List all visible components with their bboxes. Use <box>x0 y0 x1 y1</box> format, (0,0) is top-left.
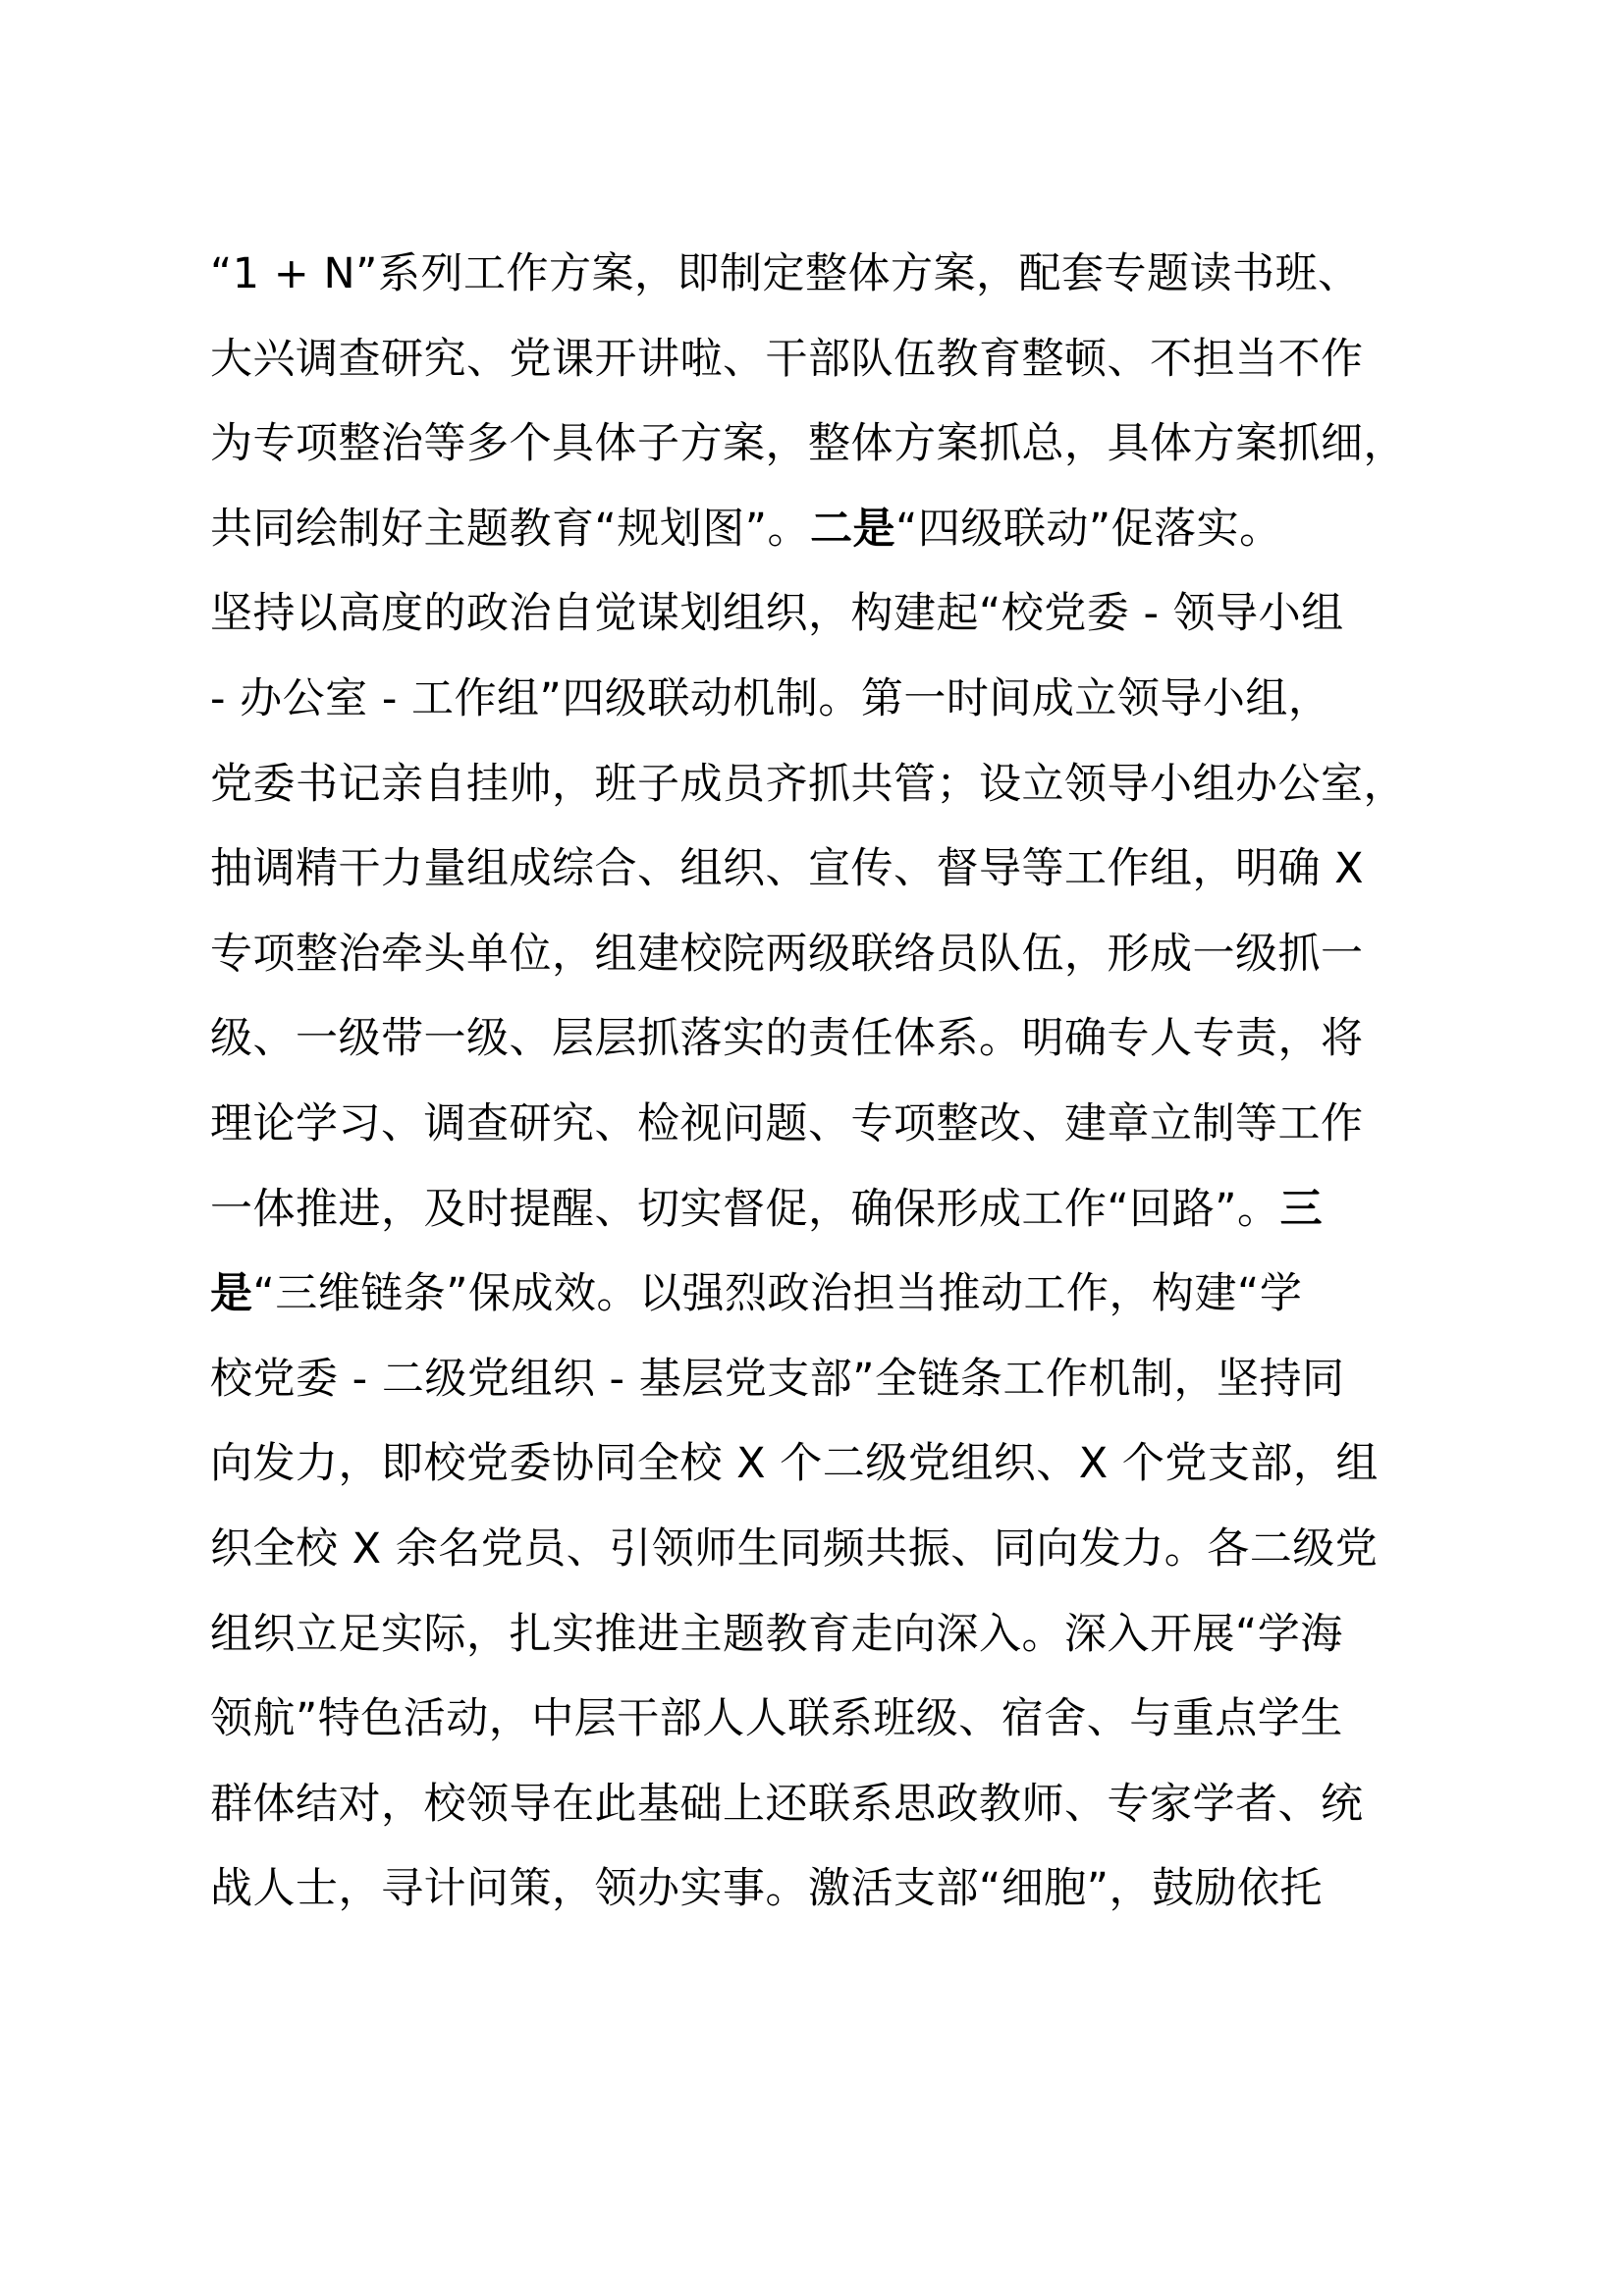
bold-keyword: 是 <box>210 1269 253 1319</box>
text-segment: 共同绘制好主题教育“规划图”。 <box>210 504 811 554</box>
text-line: 专项整治牵头单位，组建校院两级联络员队伍，形成一级抓一 <box>210 929 1364 979</box>
bold-keyword: 三 <box>1279 1184 1324 1234</box>
text-line: “1 + N”系列工作方案，即制定整体方案，配套专题读书班、 <box>210 249 1361 298</box>
text-line: 战人士，寻计问策，领办实事。激活支部“细胞”，鼓励依托 <box>210 1864 1324 1914</box>
text-line: 组织立足实际，扎实推进主题教育走向深入。深入开展“学海 <box>210 1609 1343 1659</box>
text-line <box>210 1252 1467 1337</box>
text-line: 抽调精干力量组成综合、组织、宣传、督导等工作组，明确 X <box>210 844 1365 894</box>
text-line: 群体结对，校领导在此基础上还联系思政教师、专家学者、统 <box>210 1779 1364 1829</box>
text-segment: 一体推进，及时提醒、切实督促，确保形成工作“回路”。 <box>210 1184 1280 1234</box>
text-segment: “三维链条”保成效。以强烈政治担当推动工作，构建“学 <box>252 1269 1303 1319</box>
text-line: 坚持以高度的政治自觉谋划组织，构建起“校党委 - 领导小组 <box>210 589 1344 639</box>
text-line: 级、一级带一级、层层抓落实的责任体系。明确专人专责，将 <box>210 1014 1364 1064</box>
body-text <box>210 232 1467 1932</box>
text-line <box>210 487 1467 572</box>
text-segment: “四级联动”促落实。 <box>895 504 1282 554</box>
text-line: 织全校 X 余名党员、引领师生同频共振、同向发力。各二级党 <box>210 1523 1379 1574</box>
text-line: 理论学习、调查研究、检视问题、专项整改、建章立制等工作 <box>210 1098 1364 1148</box>
text-line: 为专项整治等多个具体子方案，整体方案抓总，具体方案抓细， <box>210 419 1406 469</box>
text-line: 领航”特色活动，中层干部人人联系班级、宿舍、与重点学生 <box>210 1694 1343 1744</box>
text-line: - 办公室 - 工作组”四级联动机制。第一时间成立领导小组， <box>210 673 1331 723</box>
text-line <box>210 1167 1467 1253</box>
text-line: 校党委 - 二级党组织 - 基层党支部”全链条工作机制，坚持同 <box>210 1354 1345 1404</box>
text-line: 向发力，即校党委协同全校 X 个二级党组织、X 个党支部，组 <box>210 1439 1379 1489</box>
text-line: 党委书记亲自挂帅，班子成员齐抓共管；设立领导小组办公室， <box>210 759 1406 809</box>
text-line: 大兴调查研究、党课开讲啦、干部队伍教育整顿、不担当不作 <box>210 334 1364 384</box>
bold-keyword: 二是 <box>810 504 896 554</box>
